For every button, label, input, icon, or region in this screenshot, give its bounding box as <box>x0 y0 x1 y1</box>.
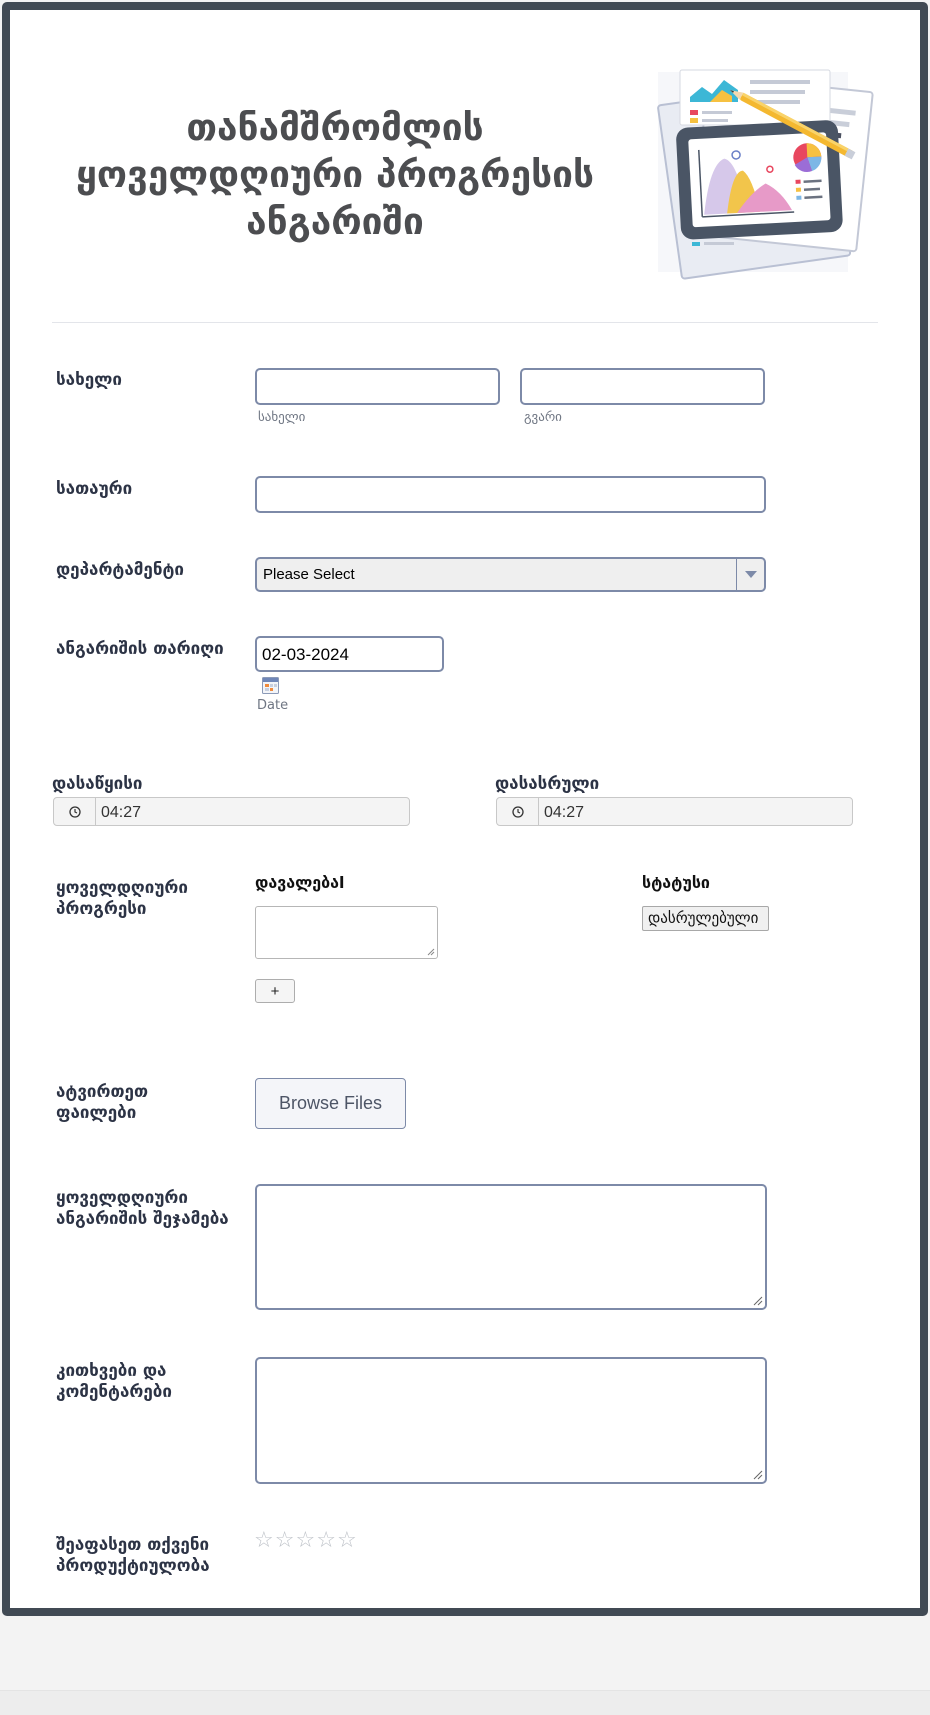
clock-icon <box>54 798 96 825</box>
end-time-label: დასასრული <box>495 774 600 794</box>
task-column-header: დავალებაl <box>255 873 345 892</box>
start-time-input[interactable] <box>53 797 410 826</box>
star-icon[interactable]: ☆ <box>295 1528 316 1553</box>
calendar-icon[interactable] <box>262 677 279 694</box>
rating-label: შეაფასეთ თქვენი პროდუქტიულობა <box>56 1535 210 1576</box>
summary-label: ყოველდღიური ანგარიშის შეჯამება <box>56 1188 229 1229</box>
summary-textarea[interactable] <box>255 1184 767 1310</box>
form-title: თანამშრომლის ყოველდღიური პროგრესის ანგარიში <box>75 106 595 243</box>
end-time-value: 04:27 <box>544 804 585 821</box>
start-time-label: დასაწყისი <box>52 774 143 794</box>
last-name-input[interactable] <box>520 368 765 405</box>
daily-progress-label: ყოველდღიური პროგრესი <box>56 878 188 919</box>
department-label: დეპარტამენტი <box>56 560 184 580</box>
upload-label: ატვირთეთ ფაილები <box>56 1082 149 1123</box>
resize-grip-icon[interactable] <box>427 948 435 956</box>
chevron-down-icon[interactable] <box>736 559 764 590</box>
status-select[interactable]: დასრულებული <box>642 906 769 931</box>
resize-grip-icon[interactable] <box>753 1470 763 1480</box>
title-input[interactable] <box>255 476 766 513</box>
star-icon[interactable]: ☆ <box>254 1528 274 1553</box>
resize-grip-icon[interactable] <box>753 1296 763 1306</box>
comments-label: კითხვები და კომენტარები <box>56 1361 172 1402</box>
department-select[interactable] <box>255 557 766 592</box>
star-rating[interactable] <box>254 1530 357 1552</box>
add-row-button[interactable]: + <box>255 979 295 1003</box>
browse-files-button[interactable]: Browse Files <box>255 1078 406 1129</box>
star-icon[interactable]: ☆ <box>274 1528 295 1553</box>
report-documents-illustration <box>640 52 880 292</box>
end-time-input[interactable] <box>496 797 853 826</box>
department-selected-value: Please Select <box>263 566 355 583</box>
task-textarea[interactable] <box>255 906 438 959</box>
comments-textarea[interactable] <box>255 1357 767 1484</box>
date-sublabel: Date <box>257 698 289 713</box>
first-name-input[interactable] <box>255 368 500 405</box>
last-name-sublabel: გვარი <box>524 410 562 425</box>
status-column-header: სტატუსი <box>642 873 710 892</box>
report-date-label: ანგარიშის თარიღი <box>56 639 224 659</box>
header-divider <box>52 322 878 323</box>
report-date-input[interactable]: 02-03-2024 <box>255 636 444 672</box>
clock-icon <box>497 798 539 825</box>
name-label: სახელი <box>56 370 123 390</box>
star-icon[interactable]: ☆ <box>316 1528 336 1553</box>
star-icon[interactable]: ☆ <box>336 1528 357 1553</box>
title-label: სათაური <box>56 479 133 499</box>
page-footer-strip <box>0 1690 930 1715</box>
start-time-value: 04:27 <box>101 804 142 821</box>
first-name-sublabel: სახელი <box>258 410 306 425</box>
